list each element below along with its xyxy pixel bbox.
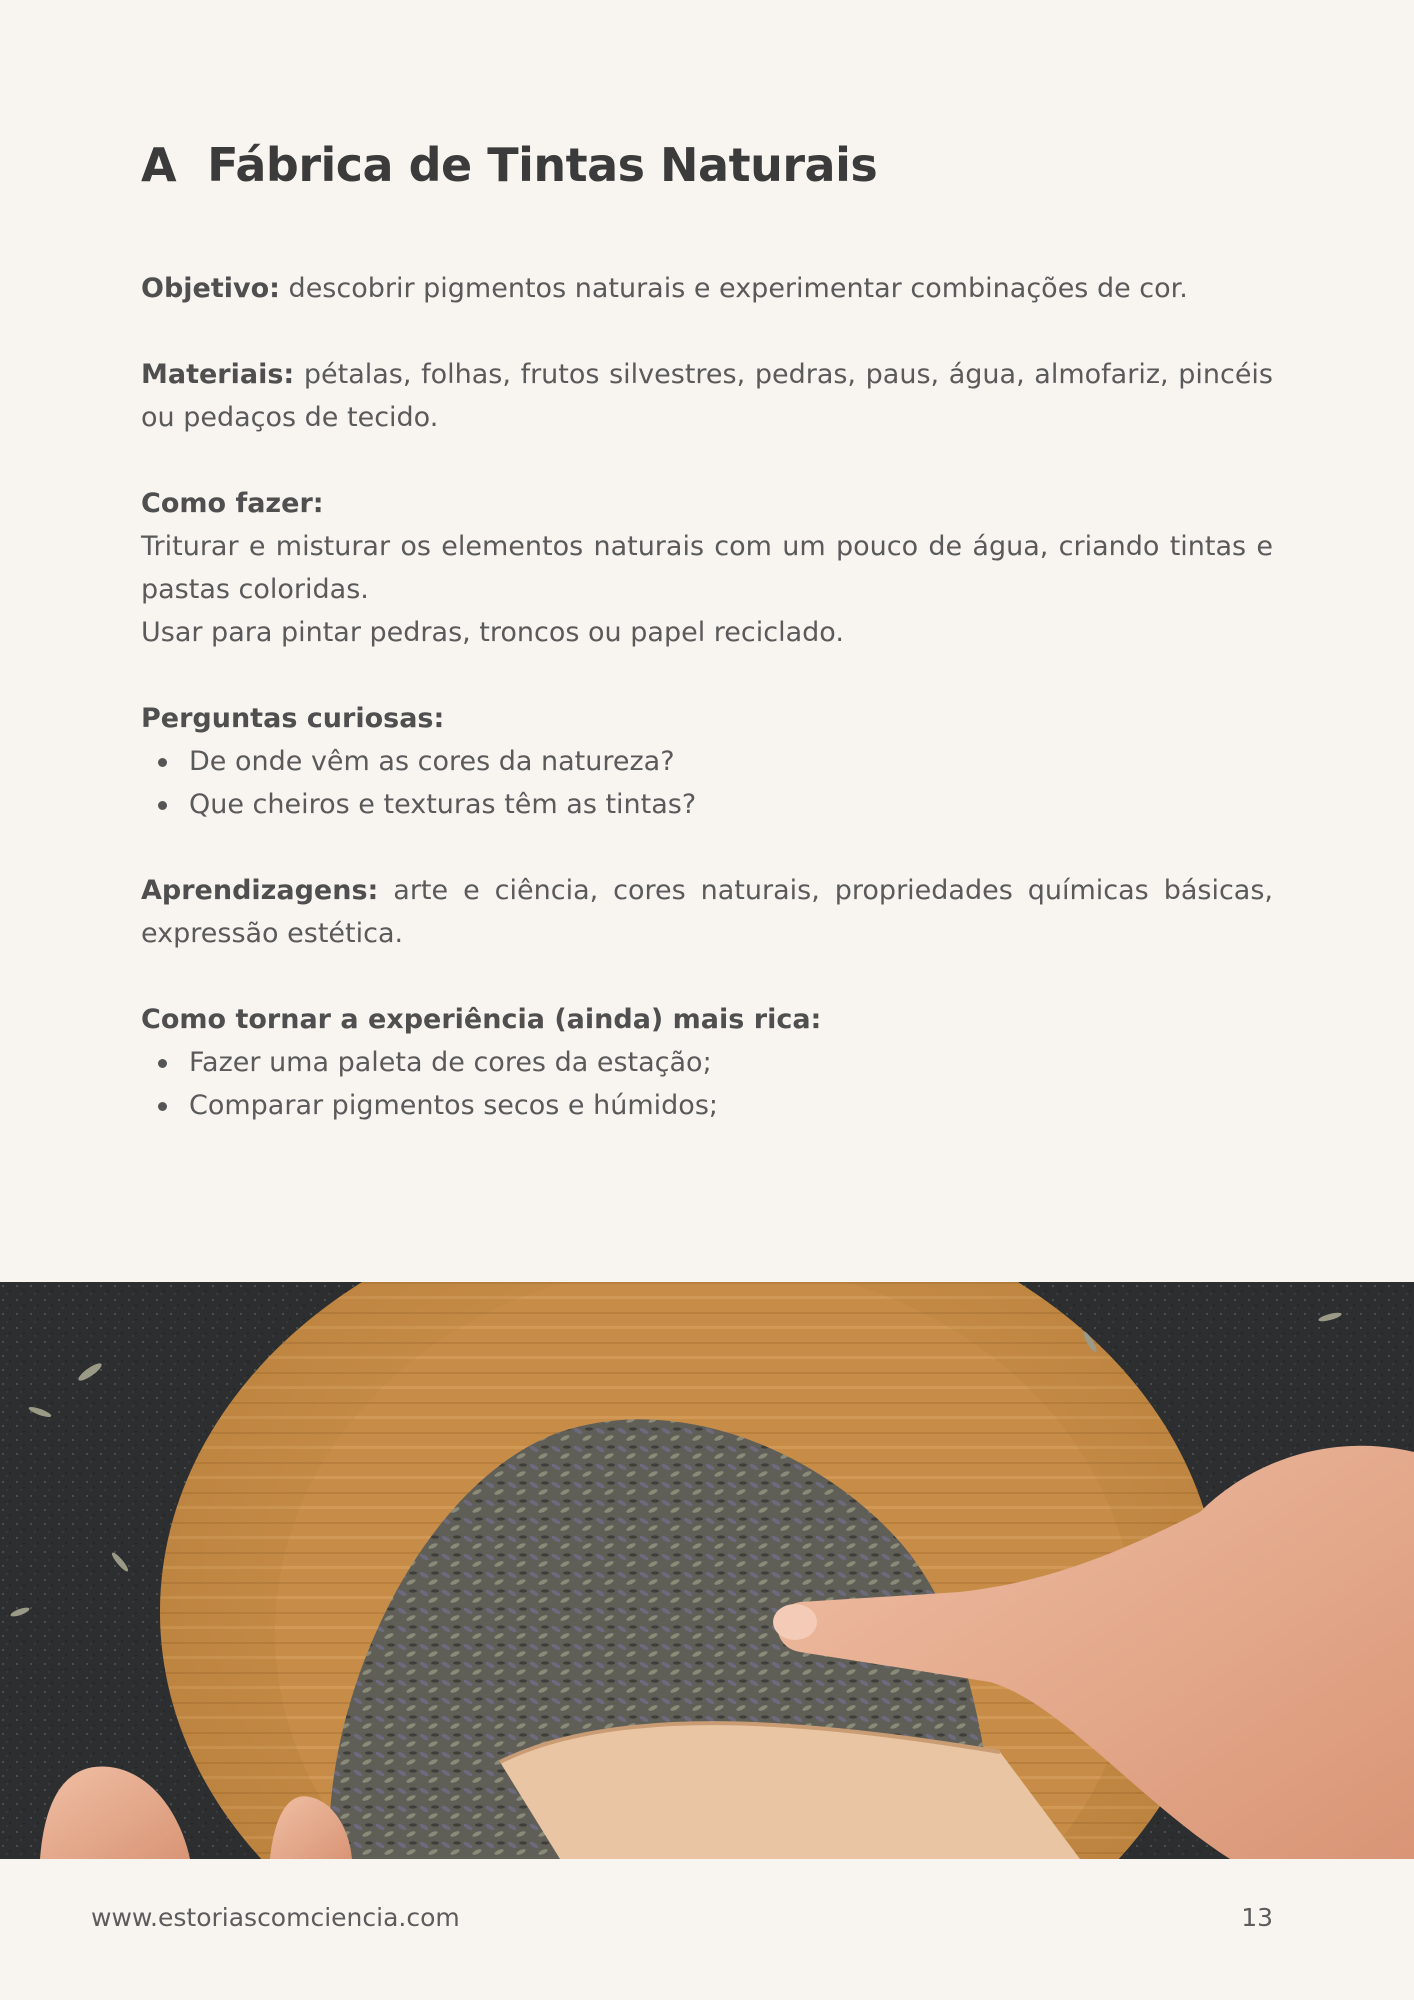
activity-content xyxy=(141,267,1273,1127)
mortar-photo xyxy=(0,1282,1414,1859)
materials-text: pétalas, folhas, frutos silvestres, pedras, paus, água, almofariz, pincéis ou pedaços de tecido. xyxy=(141,359,1273,433)
website-url[interactable]: www.estoriascomciencia.com xyxy=(91,1903,460,1932)
questions-list xyxy=(141,740,1273,826)
how-to-line: Triturar e misturar os elementos naturais com um pouco de água, criando tintas e pastas coloridas. xyxy=(141,531,1273,605)
questions-label: Perguntas curiosas: xyxy=(141,703,445,734)
materials-paragraph xyxy=(141,353,1273,439)
learning-label: Aprendizagens: xyxy=(141,875,379,906)
learning-paragraph xyxy=(141,869,1273,955)
list-item: Comparar pigmentos secos e húmidos; xyxy=(141,1084,1273,1127)
page-number: 13 xyxy=(1241,1903,1273,1932)
how-to-label: Como fazer: xyxy=(141,488,324,519)
list-item: De onde vêm as cores da natureza? xyxy=(141,740,1273,783)
enrich-label: Como tornar a experiência (ainda) mais rica: xyxy=(141,1004,822,1035)
objective-label: Objetivo: xyxy=(141,273,280,304)
how-to-section xyxy=(141,482,1273,654)
objective-text: descobrir pigmentos naturais e experimentar combinações de cor. xyxy=(279,273,1188,304)
list-item: Fazer uma paleta de cores da estação; xyxy=(141,1041,1273,1084)
enrich-section xyxy=(141,998,1273,1127)
objective-paragraph xyxy=(141,267,1273,310)
list-item: Que cheiros e texturas têm as tintas? xyxy=(141,783,1273,826)
questions-section xyxy=(141,697,1273,826)
learning-text: arte e ciência, cores naturais, propriedades químicas básicas, expressão estética. xyxy=(141,875,1273,949)
enrich-list xyxy=(141,1041,1273,1127)
page-title: A Fábrica de Tintas Naturais xyxy=(141,138,878,192)
materials-label: Materiais: xyxy=(141,359,295,390)
how-to-line: Usar para pintar pedras, troncos ou papel reciclado. xyxy=(141,617,844,648)
